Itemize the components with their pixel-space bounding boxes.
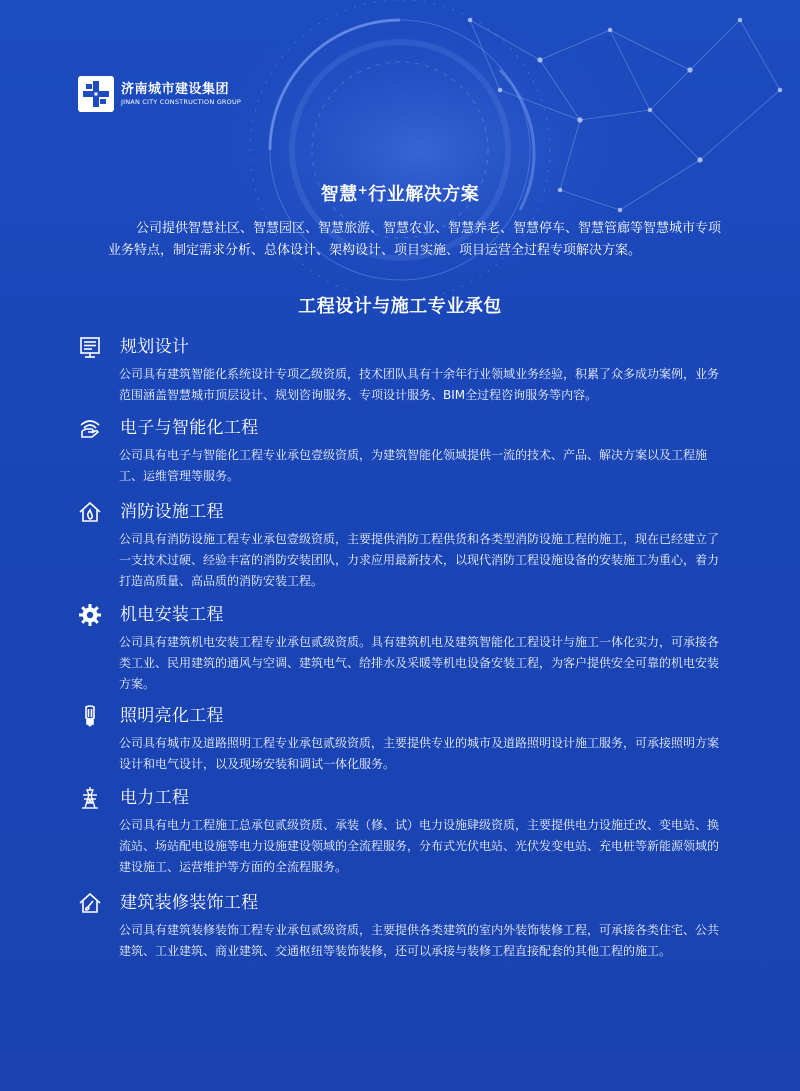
- section-mep: [78, 602, 728, 695]
- section-body: 公司具有城市及道路照明工程专业承包贰级资质，主要提供专业的城市及道路照明设计施工服务，可承接照明方案设计和电气设计，以及现场安装和调试一体化服务。: [119, 736, 720, 771]
- section-body: 公司具有消防设施工程专业承包壹级资质，主要提供消防工程供货和各类型消防设施工程的施工，现在已经建立了一支技术过硬、经验丰富的消防安装团队，力求应用最新技术，以现代消防工程设施设备的安装施工为重心，着力打造高质量、高品质的消防安装工程。: [119, 532, 720, 588]
- planning-board-icon: [78, 335, 102, 359]
- section-title: 电力工程: [120, 788, 190, 808]
- section-body: 公司具有建筑机电安装工程专业承包贰级资质。具有建筑机电及建筑智能化工程设计与施工一体化实力，可承接各类工业、民用建筑的通风与空调、建筑电气、给排水及采暖等机电设备安装工程，为客户提供安全可靠的机电安装方案。: [119, 635, 720, 691]
- section-title: 消防设施工程: [120, 502, 224, 522]
- house-brush-icon: [78, 891, 102, 915]
- tech-network-artwork: [0, 0, 800, 330]
- smart-solutions-body: 公司提供智慧社区、智慧园区、智慧旅游、智慧农业、智慧养老、智慧停车、智慧管廊等智慧城市专项业务特点，制定需求分析、总体设计、架构设计、项目实施、项目运营全过程专项解决方案。: [108, 221, 722, 258]
- section-title: 照明亮化工程: [120, 706, 224, 726]
- light-bulb-icon: [78, 704, 102, 728]
- section-electronics: [78, 415, 728, 487]
- hand-signal-icon: [78, 416, 102, 440]
- brand-name-en: JINAN CITY CONSTRUCTION GROUP: [121, 97, 242, 106]
- section-body: 公司具有建筑智能化系统设计专项乙级资质，技术团队具有十余年行业领域业务经验，积累了众多成功案例，业务范围涵盖智慧城市顶层设计、规划咨询服务、专项设计服务、BIM全过程咨询服务等内容。: [119, 367, 720, 402]
- section-title: 建筑装修装饰工程: [120, 893, 259, 913]
- section-body: 公司具有建筑装修装饰工程专业承包贰级资质，主要提供各类建筑的室内外装饰装修工程，可承接各类住宅、公共建筑、工业建筑、商业建筑、交通枢纽等装饰装修，还可以承接与装修工程直接配套的其他工程的施工。: [119, 923, 720, 958]
- section-lighting: [78, 703, 728, 775]
- section-title: 电子与智能化工程: [120, 418, 259, 438]
- section-title: 规划设计: [120, 337, 190, 357]
- section-title: 机电安装工程: [120, 605, 224, 625]
- power-tower-icon: [78, 786, 102, 810]
- section-decoration: [78, 890, 728, 962]
- company-logo: [78, 76, 241, 112]
- section-body: 公司具有电子与智能化工程专业承包壹级资质，为建筑智能化领域提供一流的技术、产品、解决方案以及工程施工、运维管理等服务。: [119, 448, 708, 483]
- section-power: [78, 785, 728, 878]
- section-body: 公司具有电力工程施工总承包贰级资质、承装（修、试）电力设施肆级资质，主要提供电力设施迁改、变电站、换流站、场站配电设施等电力设施建设领域的全流程服务，分布式光伏电站、光伏发变电站、充电桩等新能源领域的建设施工、运营维护等方面的全流程服务。: [119, 818, 720, 874]
- jncc-logo-icon: [78, 76, 114, 112]
- engineering-title: 工程设计与施工专业承包: [298, 296, 502, 317]
- house-fire-icon: [78, 500, 102, 524]
- brand-name-cn: 济南城市建设集团: [121, 81, 230, 97]
- section-planning: [78, 334, 728, 406]
- smart-solutions-title: 智慧+行业解决方案: [320, 183, 480, 205]
- section-fire-protection: [78, 499, 728, 592]
- gear-icon: [78, 603, 102, 627]
